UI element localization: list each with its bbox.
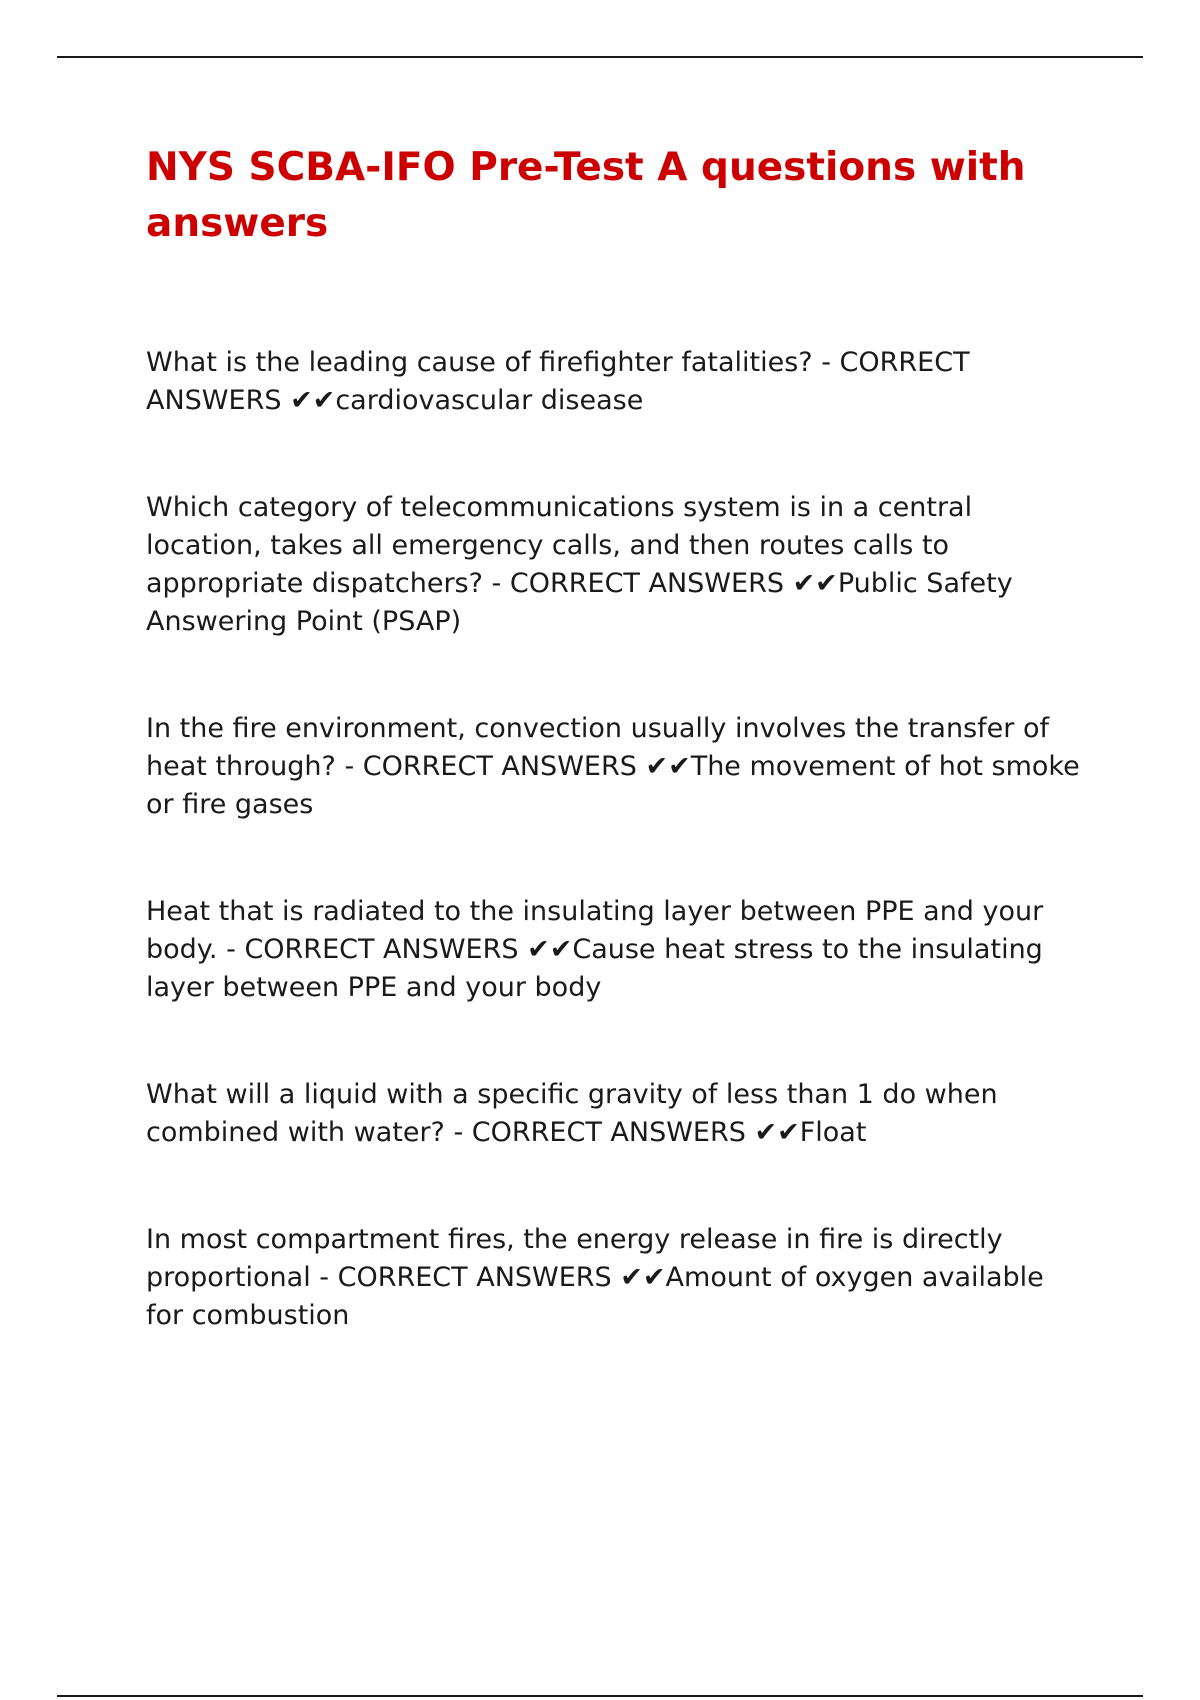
answer-label: CORRECT ANSWERS bbox=[337, 1262, 612, 1293]
separator: - bbox=[444, 1117, 472, 1148]
top-rule bbox=[57, 56, 1143, 58]
check-marks-icon: ✔✔ bbox=[527, 934, 573, 965]
check-marks-icon: ✔✔ bbox=[792, 568, 838, 599]
check-marks-icon: ✔✔ bbox=[290, 385, 336, 416]
document-body bbox=[146, 140, 1086, 1404]
separator: - bbox=[335, 751, 363, 782]
answer-text: The movement of hot smoke or fire gases bbox=[146, 751, 1080, 820]
answer-label: CORRECT ANSWERS bbox=[509, 568, 784, 599]
question-text: Which category of telecommunications system is in a central location, takes all emergency calls, and then routes calls to appropriate dispatchers? bbox=[146, 492, 973, 599]
separator: - bbox=[482, 568, 510, 599]
separator: - bbox=[217, 934, 245, 965]
answer-label: CORRECT ANSWERS bbox=[362, 751, 637, 782]
answer-text: Cause heat stress to the insulating layer between PPE and your body bbox=[146, 934, 1043, 1003]
separator: - bbox=[310, 1262, 338, 1293]
answer-text: Amount of oxygen available for combustion bbox=[146, 1262, 1044, 1331]
question-text: What will a liquid with a specific gravity of less than 1 do when combined with water? bbox=[146, 1079, 998, 1148]
qa-item bbox=[146, 1221, 1086, 1335]
qa-item bbox=[146, 1076, 1086, 1152]
check-marks-icon: ✔✔ bbox=[754, 1117, 800, 1148]
answer-label: CORRECT ANSWERS bbox=[244, 934, 519, 965]
separator: - bbox=[812, 347, 840, 378]
answer-label: CORRECT ANSWERS bbox=[471, 1117, 746, 1148]
check-marks-icon: ✔✔ bbox=[620, 1262, 666, 1293]
question-text: In most compartment fires, the energy release in fire is directly proportional bbox=[146, 1224, 1003, 1293]
bottom-rule bbox=[57, 1695, 1143, 1697]
qa-item bbox=[146, 489, 1086, 641]
question-text: What is the leading cause of firefighter fatalities? bbox=[146, 347, 813, 378]
qa-item bbox=[146, 344, 1086, 420]
question-text: Heat that is radiated to the insulating layer between PPE and your body. bbox=[146, 896, 1044, 965]
document-title: NYS SCBA-IFO Pre-Test A questions with answers bbox=[146, 145, 1026, 246]
answer-label: CORRECT ANSWERS bbox=[146, 347, 970, 416]
qa-item bbox=[146, 710, 1086, 824]
answer-text: cardiovascular disease bbox=[335, 385, 644, 416]
qa-list bbox=[146, 344, 1086, 1335]
answer-text: Float bbox=[799, 1117, 867, 1148]
question-text: In the fire environment, convection usually involves the transfer of heat through? bbox=[146, 713, 1049, 782]
answer-text: Public Safety Answering Point (PSAP) bbox=[146, 568, 1013, 637]
qa-item bbox=[146, 893, 1086, 1007]
check-marks-icon: ✔✔ bbox=[645, 751, 691, 782]
